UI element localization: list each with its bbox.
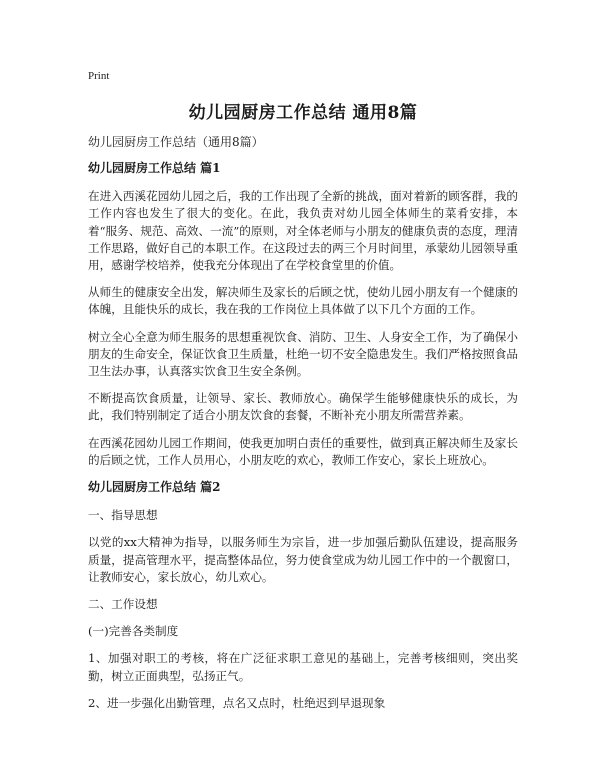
- paragraph: 一、指导思想: [88, 508, 158, 523]
- section-heading: 幼儿园厨房工作总结 篇1: [88, 161, 221, 175]
- print-link[interactable]: Print: [88, 70, 110, 82]
- paragraph: 以党的xx大精神为指导，以服务师生为宗旨，进一步加强后勤队伍建设，提高服务质量，提高管理水平，提高整体品位，努力使食堂成为幼儿园工作中的一个靓窗口，让教师安心，家长放心，幼儿欢心。: [88, 535, 518, 584]
- paragraph: 在进入西溪花园幼儿园之后，我的工作出现了全新的挑战，面对着新的顾客群，我的工作内容也发生了很大的变化。在此，我负责对幼儿园全体师生的菜肴安排，本着“服务、规范、高效、一流”的原则，对全体老师与小朋友的健康负责的态度，理清工作思路，做好自己的本职工作。在这段过去的两三个月时间里，承蒙幼儿园领导重用，感谢学校培养，使我充分体现出了在学校食堂里的价值。: [88, 189, 518, 273]
- section-heading: 幼儿园厨房工作总结 篇2: [88, 480, 221, 495]
- paragraph: 树立全心全意为师生服务的思想重视饮食、消防、卫生、人身安全工作，为了确保小朋友的生命安全，保证饮食卫生质量，杜绝一切不安全隐患发生。我们严格按照食品卫生法办事，认真落实饮食卫生安全条例。: [88, 329, 518, 379]
- paragraph: 不断提高饮食质量，让领导、家长、教师放心。确保学生能够健康快乐的成长，为此，我们特别制定了适合小朋友饮食的套餐，不断补充小朋友所需营养素。: [88, 391, 518, 423]
- paragraph: (一)完善各类制度: [88, 624, 179, 639]
- paragraph: 在西溪花园幼儿园工作期间，使我更加明白责任的重要性，做到真正解决师生及家长的后顾之忧，工作人员用心，小朋友吃的欢心，教师工作安心，家长上班放心。: [88, 435, 518, 467]
- section-2: [88, 479, 518, 712]
- paragraph: 1、加强对职工的考核，将在广泛征求职工意见的基础上，完善考核细则，突出奖勤，树立正面典型，弘扬正气。: [88, 651, 518, 683]
- paragraph: 2、进一步强化出勤管理，点名又点时，杜绝迟到早退现象: [88, 695, 386, 710]
- paragraph: 二、工作设想: [88, 597, 158, 612]
- section-1: [88, 160, 518, 469]
- document-subtitle: 幼儿园厨房工作总结（通用8篇）: [88, 135, 264, 149]
- document-body: [88, 160, 518, 722]
- page-title: 幼儿园厨房工作总结 通用8篇: [188, 103, 418, 123]
- paragraph: 从师生的健康安全出发，解决师生及家长的后顾之忧，使幼儿园小朋友有一个健康的体魄，且能快乐的成长，我在我的工作岗位上具体做了以下几个方面的工作。: [88, 285, 518, 317]
